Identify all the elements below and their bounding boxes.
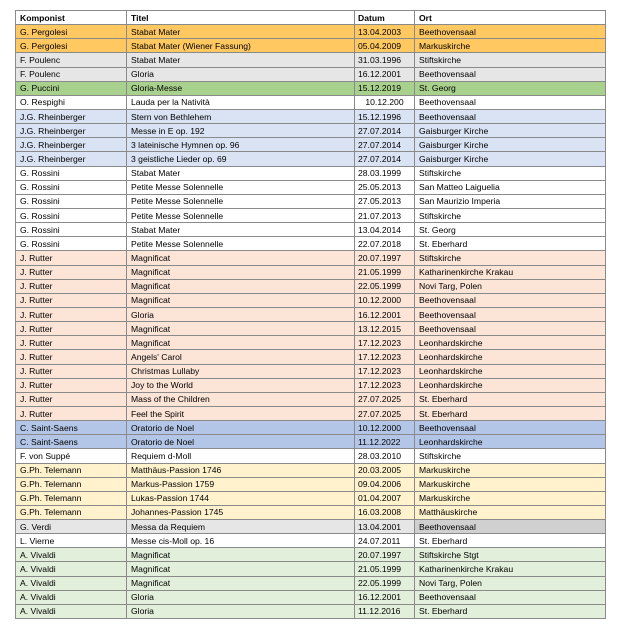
cell-titel[interactable]: Oratorio de Noel	[127, 421, 355, 435]
cell-komponist[interactable]: J. Rutter	[16, 336, 127, 350]
cell-titel[interactable]: 3 lateinische Hymnen op. 96	[127, 138, 355, 152]
table-row	[16, 180, 606, 194]
cell-ort[interactable]: Katharinenkirche Krakau	[415, 265, 606, 279]
cell-ort[interactable]: Novi Targ, Polen	[415, 576, 606, 590]
cell-datum[interactable]: 10.12.2000	[355, 421, 415, 435]
cell-datum[interactable]: 10.12.2000	[355, 293, 415, 307]
cell-titel[interactable]: Lauda per la Natività	[127, 95, 355, 109]
cell-ort[interactable]: Beethovensaal	[415, 25, 606, 39]
cell-titel[interactable]: Stabat Mater	[127, 223, 355, 237]
table-body	[16, 25, 606, 619]
cell-datum[interactable]: 27.07.2014	[355, 152, 415, 166]
cell-ort[interactable]: Stiftskirche	[415, 53, 606, 67]
cell-komponist[interactable]: C. Saint-Saens	[16, 435, 127, 449]
cell-komponist[interactable]: G. Rossini	[16, 237, 127, 251]
cell-datum[interactable]: 15.12.2019	[355, 81, 415, 95]
cell-titel[interactable]: Stabat Mater	[127, 166, 355, 180]
table-row	[16, 39, 606, 53]
cell-komponist[interactable]: G. Rossini	[16, 180, 127, 194]
cell-ort[interactable]: St. Eberhard	[415, 237, 606, 251]
table-row	[16, 265, 606, 279]
cell-datum[interactable]: 17.12.2023	[355, 364, 415, 378]
table-row	[16, 392, 606, 406]
cell-datum[interactable]: 20.07.1997	[355, 548, 415, 562]
cell-komponist[interactable]: G. Verdi	[16, 520, 127, 534]
table-row	[16, 350, 606, 364]
cell-titel[interactable]: Stern von Bethlehem	[127, 109, 355, 123]
cell-komponist[interactable]: G.Ph. Telemann	[16, 505, 127, 519]
cell-titel[interactable]: Petite Messe Solennelle	[127, 237, 355, 251]
cell-titel[interactable]: Johannes-Passion 1745	[127, 505, 355, 519]
cell-datum[interactable]: 27.07.2014	[355, 124, 415, 138]
cell-titel[interactable]: Angels' Carol	[127, 350, 355, 364]
cell-ort[interactable]: Beethovensaal	[415, 95, 606, 109]
cell-datum[interactable]: 27.05.2013	[355, 194, 415, 208]
cell-komponist[interactable]: G. Pergolesi	[16, 39, 127, 53]
table-row	[16, 449, 606, 463]
header-datum[interactable]: Datum	[355, 11, 415, 25]
cell-komponist[interactable]: J. Rutter	[16, 265, 127, 279]
cell-titel[interactable]: Magnificat	[127, 548, 355, 562]
table-row	[16, 166, 606, 180]
table-row	[16, 477, 606, 491]
cell-komponist[interactable]: J. Rutter	[16, 350, 127, 364]
table-row	[16, 53, 606, 67]
cell-ort[interactable]: Gaisburger Kirche	[415, 124, 606, 138]
cell-komponist[interactable]: L. Vierne	[16, 534, 127, 548]
cell-ort[interactable]: St. Eberhard	[415, 604, 606, 618]
cell-datum[interactable]: 24.07.2011	[355, 534, 415, 548]
cell-titel[interactable]: Lukas-Passion 1744	[127, 491, 355, 505]
cell-ort[interactable]: Leonhardskirche	[415, 364, 606, 378]
table-row	[16, 307, 606, 321]
cell-datum[interactable]: 11.12.2022	[355, 435, 415, 449]
cell-datum[interactable]: 16.03.2008	[355, 505, 415, 519]
cell-titel[interactable]: Gloria	[127, 604, 355, 618]
cell-komponist[interactable]: J. Rutter	[16, 378, 127, 392]
cell-datum[interactable]: 11.12.2016	[355, 604, 415, 618]
table-row	[16, 491, 606, 505]
cell-datum[interactable]: 16.12.2001	[355, 67, 415, 81]
cell-komponist[interactable]: A. Vivaldi	[16, 590, 127, 604]
cell-komponist[interactable]: G. Rossini	[16, 166, 127, 180]
table-row	[16, 251, 606, 265]
table-row	[16, 534, 606, 548]
cell-datum[interactable]: 13.04.2003	[355, 25, 415, 39]
cell-ort[interactable]: Markuskirche	[415, 477, 606, 491]
header-row	[16, 11, 606, 25]
cell-komponist[interactable]: J.G. Rheinberger	[16, 124, 127, 138]
cell-titel[interactable]: Magnificat	[127, 562, 355, 576]
cell-komponist[interactable]: G.Ph. Telemann	[16, 491, 127, 505]
cell-ort[interactable]: Leonhardskirche	[415, 350, 606, 364]
table-row	[16, 336, 606, 350]
cell-komponist[interactable]: O. Respighi	[16, 95, 127, 109]
cell-titel[interactable]: Stabat Mater (Wiener Fassung)	[127, 39, 355, 53]
cell-ort[interactable]: Beethovensaal	[415, 67, 606, 81]
cell-datum[interactable]: 21.05.1999	[355, 562, 415, 576]
table-row	[16, 67, 606, 81]
table-row	[16, 378, 606, 392]
table-row	[16, 138, 606, 152]
cell-ort[interactable]: San Maurizio Imperia	[415, 194, 606, 208]
table-row	[16, 25, 606, 39]
table-row	[16, 576, 606, 590]
header-ort[interactable]: Ort	[415, 11, 606, 25]
table-row	[16, 95, 606, 109]
cell-komponist[interactable]: G.Ph. Telemann	[16, 477, 127, 491]
cell-titel[interactable]: Magnificat	[127, 279, 355, 293]
cell-komponist[interactable]: G. Rossini	[16, 208, 127, 222]
table-row	[16, 194, 606, 208]
cell-ort[interactable]: Gaisburger Kirche	[415, 152, 606, 166]
cell-datum[interactable]: 17.12.2023	[355, 350, 415, 364]
cell-datum[interactable]: 28.03.1999	[355, 166, 415, 180]
cell-titel[interactable]: Messa da Requiem	[127, 520, 355, 534]
cell-datum[interactable]: 20.03.2005	[355, 463, 415, 477]
cell-komponist[interactable]: J. Rutter	[16, 406, 127, 420]
cell-datum[interactable]: 05.04.2009	[355, 39, 415, 53]
cell-ort[interactable]: Stiftskirche	[415, 166, 606, 180]
cell-ort[interactable]: Novi Targ, Polen	[415, 279, 606, 293]
cell-datum[interactable]: 16.12.2001	[355, 307, 415, 321]
cell-datum[interactable]: 17.12.2023	[355, 378, 415, 392]
cell-ort[interactable]: Stiftskirche	[415, 251, 606, 265]
table-row	[16, 322, 606, 336]
cell-datum[interactable]: 31.03.1996	[355, 53, 415, 67]
table-row	[16, 109, 606, 123]
cell-titel[interactable]: Stabat Mater	[127, 25, 355, 39]
cell-datum[interactable]: 28.03.2010	[355, 449, 415, 463]
cell-titel[interactable]: Magnificat	[127, 336, 355, 350]
cell-komponist[interactable]: F. von Suppé	[16, 449, 127, 463]
cell-ort[interactable]: Markuskirche	[415, 463, 606, 477]
cell-ort[interactable]: Beethovensaal	[415, 293, 606, 307]
cell-ort[interactable]: San Matteo Laiguelia	[415, 180, 606, 194]
cell-titel[interactable]: Gloria	[127, 590, 355, 604]
cell-ort[interactable]: Markuskirche	[415, 491, 606, 505]
cell-titel[interactable]: Matthäus-Passion 1746	[127, 463, 355, 477]
cell-komponist[interactable]: A. Vivaldi	[16, 576, 127, 590]
cell-ort[interactable]: Beethovensaal	[415, 590, 606, 604]
cell-komponist[interactable]: G. Puccini	[16, 81, 127, 95]
cell-ort[interactable]: St. Eberhard	[415, 406, 606, 420]
cell-titel[interactable]: Mass of the Children	[127, 392, 355, 406]
cell-datum[interactable]: 27.07.2025	[355, 392, 415, 406]
cell-ort[interactable]: St. Georg	[415, 223, 606, 237]
table-row	[16, 237, 606, 251]
header-komponist[interactable]: Komponist	[16, 11, 127, 25]
cell-titel[interactable]: Markus-Passion 1759	[127, 477, 355, 491]
cell-titel[interactable]: Gloria	[127, 67, 355, 81]
cell-titel[interactable]: Feel the Spirit	[127, 406, 355, 420]
cell-komponist[interactable]: C. Saint-Saens	[16, 421, 127, 435]
table-row	[16, 223, 606, 237]
cell-komponist[interactable]: A. Vivaldi	[16, 562, 127, 576]
cell-titel[interactable]: Gloria	[127, 307, 355, 321]
table-row	[16, 590, 606, 604]
table-row	[16, 604, 606, 618]
cell-datum[interactable]: 01.04.2007	[355, 491, 415, 505]
cell-komponist[interactable]: J. Rutter	[16, 322, 127, 336]
cell-ort[interactable]: Leonhardskirche	[415, 336, 606, 350]
cell-titel[interactable]: Petite Messe Solennelle	[127, 180, 355, 194]
cell-datum[interactable]: 13.12.2015	[355, 322, 415, 336]
cell-titel[interactable]: Requiem d-Moll	[127, 449, 355, 463]
cell-komponist[interactable]: G. Rossini	[16, 194, 127, 208]
table-row	[16, 505, 606, 519]
cell-komponist[interactable]: G.Ph. Telemann	[16, 463, 127, 477]
cell-ort[interactable]: Leonhardskirche	[415, 435, 606, 449]
table-row	[16, 435, 606, 449]
table-row	[16, 293, 606, 307]
cell-titel[interactable]: 3 geistliche Lieder op. 69	[127, 152, 355, 166]
cell-datum[interactable]: 20.07.1997	[355, 251, 415, 265]
header-titel[interactable]: Titel	[127, 11, 355, 25]
cell-ort[interactable]: Gaisburger Kirche	[415, 138, 606, 152]
table-row	[16, 81, 606, 95]
cell-ort[interactable]: Stiftskirche	[415, 449, 606, 463]
cell-datum[interactable]: 13.04.2001	[355, 520, 415, 534]
table-row	[16, 124, 606, 138]
cell-datum[interactable]: 15.12.1996	[355, 109, 415, 123]
cell-titel[interactable]: Magnificat	[127, 265, 355, 279]
cell-komponist[interactable]: J. Rutter	[16, 279, 127, 293]
cell-ort[interactable]: Stiftskirche	[415, 208, 606, 222]
cell-datum[interactable]: 09.04.2006	[355, 477, 415, 491]
cell-datum[interactable]: 25.05.2013	[355, 180, 415, 194]
cell-komponist[interactable]: J. Rutter	[16, 251, 127, 265]
cell-titel[interactable]: Christmas Lullaby	[127, 364, 355, 378]
cell-datum[interactable]: 21.07.2013	[355, 208, 415, 222]
cell-ort[interactable]: Leonhardskirche	[415, 378, 606, 392]
cell-komponist[interactable]: J. Rutter	[16, 307, 127, 321]
cell-ort[interactable]: Markuskirche	[415, 39, 606, 53]
cell-datum[interactable]: 17.12.2023	[355, 336, 415, 350]
cell-titel[interactable]: Stabat Mater	[127, 53, 355, 67]
cell-ort[interactable]: Matthäuskirche	[415, 505, 606, 519]
cell-ort[interactable]: Beethovensaal	[415, 307, 606, 321]
table-row	[16, 463, 606, 477]
cell-komponist[interactable]: J.G. Rheinberger	[16, 109, 127, 123]
cell-ort[interactable]: Beethovensaal	[415, 109, 606, 123]
table-row	[16, 406, 606, 420]
cell-komponist[interactable]: G. Rossini	[16, 223, 127, 237]
cell-titel[interactable]: Magnificat	[127, 322, 355, 336]
table-row	[16, 279, 606, 293]
cell-datum[interactable]: 16.12.2001	[355, 590, 415, 604]
cell-titel[interactable]: Magnificat	[127, 251, 355, 265]
table-row	[16, 421, 606, 435]
table-row	[16, 562, 606, 576]
cell-titel[interactable]: Messe in E op. 192	[127, 124, 355, 138]
concert-table	[15, 10, 606, 619]
cell-ort[interactable]: St. Georg	[415, 81, 606, 95]
cell-titel[interactable]: Gloria-Messe	[127, 81, 355, 95]
cell-komponist[interactable]: F. Poulenc	[16, 53, 127, 67]
cell-komponist[interactable]: A. Vivaldi	[16, 548, 127, 562]
cell-datum[interactable]: 10.12.200	[355, 95, 415, 109]
cell-titel[interactable]: Magnificat	[127, 293, 355, 307]
cell-datum[interactable]: 22.07.2018	[355, 237, 415, 251]
cell-titel[interactable]: Petite Messe Solennelle	[127, 194, 355, 208]
cell-ort[interactable]: St. Eberhard	[415, 534, 606, 548]
cell-komponist[interactable]: F. Poulenc	[16, 67, 127, 81]
cell-ort[interactable]: Beethovensaal	[415, 322, 606, 336]
cell-ort[interactable]: St. Eberhard	[415, 392, 606, 406]
cell-komponist[interactable]: J. Rutter	[16, 364, 127, 378]
cell-titel[interactable]: Oratorio de Noel	[127, 435, 355, 449]
cell-titel[interactable]: Magnificat	[127, 576, 355, 590]
cell-titel[interactable]: Messe cis-Moll op. 16	[127, 534, 355, 548]
cell-ort[interactable]: Beethovensaal	[415, 520, 606, 534]
cell-datum[interactable]: 13.04.2014	[355, 223, 415, 237]
cell-datum[interactable]: 22.05.1999	[355, 279, 415, 293]
cell-komponist[interactable]: J. Rutter	[16, 293, 127, 307]
table-row	[16, 152, 606, 166]
cell-datum[interactable]: 22.05.1999	[355, 576, 415, 590]
cell-titel[interactable]: Joy to the World	[127, 378, 355, 392]
cell-komponist[interactable]: G. Pergolesi	[16, 25, 127, 39]
cell-komponist[interactable]: A. Vivaldi	[16, 604, 127, 618]
cell-datum[interactable]: 21.05.1999	[355, 265, 415, 279]
cell-datum[interactable]: 27.07.2025	[355, 406, 415, 420]
cell-komponist[interactable]: J.G. Rheinberger	[16, 138, 127, 152]
table-row	[16, 520, 606, 534]
cell-ort[interactable]: Stiftskirche Stgt	[415, 548, 606, 562]
cell-ort[interactable]: Katharinenkirche Krakau	[415, 562, 606, 576]
cell-komponist[interactable]: J. Rutter	[16, 392, 127, 406]
cell-ort[interactable]: Beethovensaal	[415, 421, 606, 435]
cell-titel[interactable]: Petite Messe Solennelle	[127, 208, 355, 222]
table-row	[16, 548, 606, 562]
cell-datum[interactable]: 27.07.2014	[355, 138, 415, 152]
table-row	[16, 364, 606, 378]
table-row	[16, 208, 606, 222]
cell-komponist[interactable]: J.G. Rheinberger	[16, 152, 127, 166]
